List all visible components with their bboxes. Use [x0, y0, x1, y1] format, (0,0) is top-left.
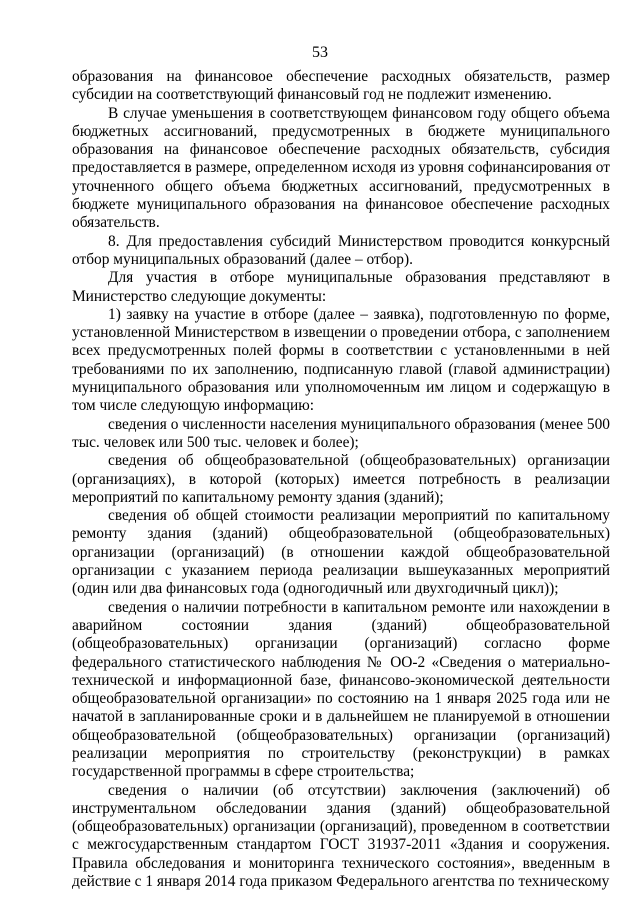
paragraph-population-info: сведения о численности населения муниципального образования (менее 500 тыс. человек или 500 тыс. человек и более);: [72, 415, 610, 451]
paragraph-continuation: образования на финансовое обеспечение расходных обязательств, размер субсидии на соответствующий финансовый год не подлежит изменению.: [72, 68, 610, 104]
paragraph-budget-reduction: В случае уменьшения в соответствующем финансовом году общего объема бюджетных ассигнований, предусмотренных в бюджете муниципального образования на финансовое обеспечение расходных обязательств, субсидия предоставляется в размере, определенном исходя из уровня софинансирования от уточненного общего объема бюджетных ассигнований, предусмотренных в бюджете муниципального образования на финансовое обеспечение расходных обязательств.: [72, 104, 610, 232]
paragraph-documents-intro: Для участия в отборе муниципальные образования представляют в Министерство следующие документы:: [72, 269, 610, 305]
paragraph-organization-info: сведения об общеобразовательной (общеобразовательных) организации (организациях), в которой (которых) имеется потребность в реализации мероприятий по капитальному ремонту здания (зданий);: [72, 452, 610, 506]
paragraph-cost-info: сведения об общей стоимости реализации мероприятий по капитальному ремонту здания (зданий) общеобразовательной (общеобразовательных) организации (организаций) (в отношении каждой общеобразовательной организации с указанием периода реализации вышеуказанных мероприятий (один или два финансовых года (одногодичный или двухгодичный цикл));: [72, 507, 610, 598]
paragraph-repair-need-info: сведения о наличии потребности в капитальном ремонте или нахождении в аварийном состоянии здания (зданий) общеобразовательной (общеобразовательных) организации (организаций) согласно форме федерального статистического наблюдения № ОО-2 «Сведения о материально-технической и информационной базе, финансово-экономической деятельности общеобразовательной организации» по состоянию на 1 января 2025 года или не начатой в запланированные сроки и в дальнейшем не планируемой в отношении общеобразовательной (общеобразовательных) организации (организаций) реализации мероприятия по строительству (реконструкции) в рамках государственной программы в сфере строительства;: [72, 598, 610, 781]
page-number: 53: [312, 44, 328, 61]
paragraph-section-8: 8. Для предоставления субсидий Министерством проводится конкурсный отбор муниципальных образований (далее – отбор).: [72, 232, 610, 268]
paragraph-item-1-application: 1) заявку на участие в отборе (далее – заявка), подготовленную по форме, установленной Министерством в извещении о проведении отбора, с заполнением всех предусмотренных полей формы в соответствии с установленными в ней требованиями по их заполнению, подписанную главой (главой администрации) муниципального образования или уполномоченным им лицом и содержащую в том числе следующую информацию:: [72, 305, 610, 415]
document-body: [72, 68, 610, 891]
paragraph-inspection-info: сведения о наличии (об отсутствии) заключения (заключений) об инструментальном обследовании здания (зданий) общеобразовательной (общеобразовательных) организации (организаций), проведенном в соответствии с межгосударственным стандартом ГОСТ 31937-2011 «Здания и сооружения. Правила обследования и мониторинга технического состояния», введенным в действие с 1 января 2014 года приказом Федерального агентства по техническому: [72, 781, 610, 891]
